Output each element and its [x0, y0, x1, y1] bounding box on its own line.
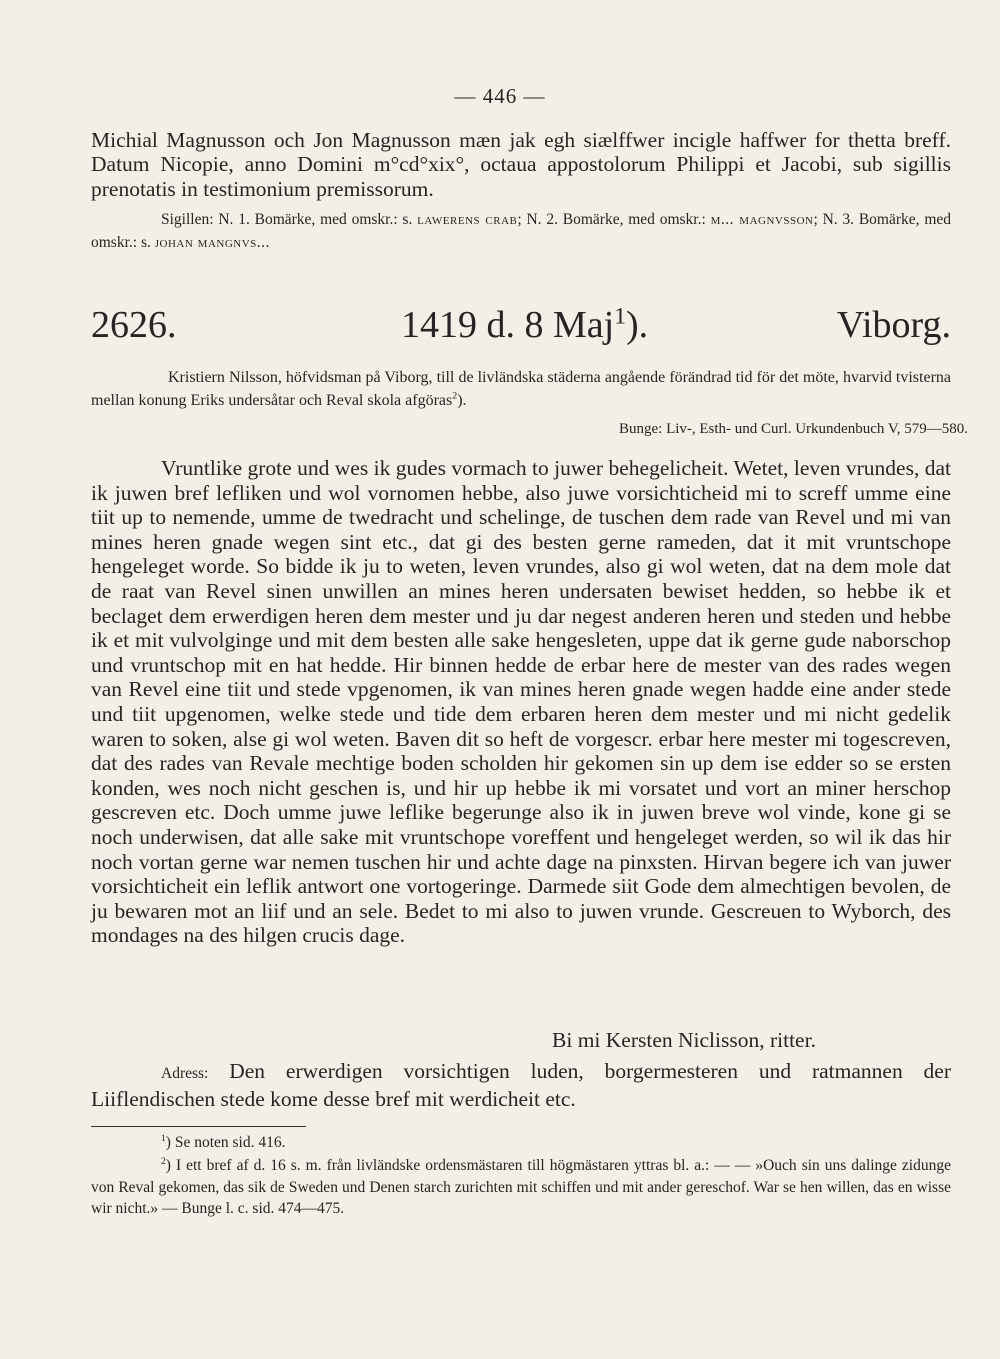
document-place: Viborg. — [836, 304, 951, 346]
page-number: — 446 — — [454, 84, 546, 108]
footnote-divider — [91, 1126, 306, 1127]
footnote-1-mark: 1 — [161, 1132, 166, 1144]
seal-1: N. 1. Bomärke, med omskr.: s. — [218, 211, 413, 228]
footnote-1 — [91, 1132, 951, 1154]
seals-note — [91, 208, 951, 254]
summary-suffix: ). — [457, 392, 467, 409]
document-date-text: 1419 d. 8 Maj — [401, 304, 615, 346]
intro-paragraph: Michial Magnusson och Jon Magnusson mæn jak egh siælffwer incigle haffwer for thetta breff. Datum Nicopie, anno Domini m°cd°xix°, octaua appostolorum Philippi et Jacobi, sub sigillis prenotatis in testimonium premissorum. — [91, 128, 951, 201]
seal-2-name: m... magnvsson — [710, 211, 814, 228]
seals-label: Sigillen: — [161, 211, 214, 228]
footnote-2-mark: 2 — [161, 1155, 166, 1167]
address-text: Den erwerdigen vorsichtigen luden, borgermesteren und ratmannen der Liiflendischen stede kome desse bref mit werdicheit etc. — [91, 1059, 952, 1111]
footnote-2 — [91, 1155, 951, 1220]
signature: Bi mi Kersten Niclisson, ritter. — [552, 1028, 816, 1052]
seal-2: ; N. 2. Bomärke, med omskr.: — [517, 211, 706, 228]
seal-3: ; N. 3. Bomärke, med omskr.: s. — [91, 211, 952, 251]
document-number: 2626. — [91, 304, 177, 346]
footnote-2-text: ) I ett bref af d. 16 s. m. från livländske ordensmästaren till högmästaren yttras bl. a.: — — »Ouch sin uns dalinge zidunge von Reval gekomen, das sik de Sweden und Denen starch zurichten mit schiffen und mit ander gereschof. War se hen willen, das en wisse wir nicht.» — Bunge l. c. sid. 474—475. — [91, 1157, 951, 1217]
seal-1-name: lawerens crab — [417, 211, 518, 228]
document-heading — [91, 300, 951, 350]
address-label: Adress: — [161, 1065, 209, 1082]
date-suffix: ). — [626, 304, 649, 346]
seal-3-name: johan mangnvs... — [154, 234, 270, 251]
date-footnote-mark: 1 — [614, 303, 626, 330]
footnote-1-text: ) Se noten sid. 416. — [165, 1134, 286, 1151]
letter-body: Vruntlike grote und wes ik gudes vormach to juwer behegelicheit. Wetet, leven vrundes, dat ik juwen bref lefliken und wol vornomen hebbe, also juwe vorsichticheid mi to screff umme eine tiit up to nemende, umme de twedracht und schelinge, de tuschen dem rade van Revel und mi van mines heren gnade wegen sint etc., dat gi des besten gerne rameden, dat it mit vruntschope hengeleget worde. So bidde ik ju to weten, leven vrundes, also gi wol weten, dat na dem mole dat de raat van Revel sinen unwillen an mines heren undersaten bewiset hedden, so hebbe ik et beclaget dem erwerdigen heren dem mester und ju dar negest anderen heren und steden und hebbe ik et mit vulvolginge und mit dem besten alle sake hengesleten, uppe dat ik gerne gude naborschop und vruntschop mit en hat hedde. Hir binnen hedde de erbar here de mester van des rades wegen van Revel eine tiit und stede vpgenomen, ik van mines heren gnade wegen hadde eine ander stede und tiit upgenomen, welke stede und tide dem erbaren heren dem mester und mi nicht gedelik waren to soken, alse gi wol weten. Baven dit so heft de vorgescr. erbar here mester mi togescreven, dat des rades van Revale mechtige boden scholden hir gekomen sin up dem ise edder so se ersten konden, wes noch nicht geschen is, und hir up hebbe ik mi vorsatet und vort an miner herschop gescreven etc. Doch umme juwe leflike begerunge also ik in juwen breve wol vinde, kone gi se noch underwisen, dat alle sake mit vruntschope voreffent und hengeleget werden, so wil ik das hir noch vortan gerne war nemen tuschen hir und achte dage na pinxsten. Hirvan begere ich van juwer vorsichticheit ein leflik antwort one vortogeringe. Darmede siit Gode dem almechtigen bevolen, de ju bewaren mot an liif und an sele. Bedet to mi also to juwen vrunde. Gescreuen to Wyborch, des mondages na des hilgen crucis dage. — [91, 456, 951, 948]
document-summary — [91, 366, 951, 412]
summary-footnote-mark: 2 — [452, 390, 458, 402]
summary-text: Kristiern Nilsson, höfvidsman på Viborg, till de livländska städerna angående förändrad tid för det möte, hvarvid tvisterna mellan konung Eriks undersåtar och Reval skola afgöras — [91, 369, 951, 409]
source-reference: Bunge: Liv-, Esth- und Curl. Urkundenbuch V, 579—580. — [618, 421, 968, 437]
document-date — [401, 300, 648, 350]
address-paragraph — [91, 1059, 951, 1111]
